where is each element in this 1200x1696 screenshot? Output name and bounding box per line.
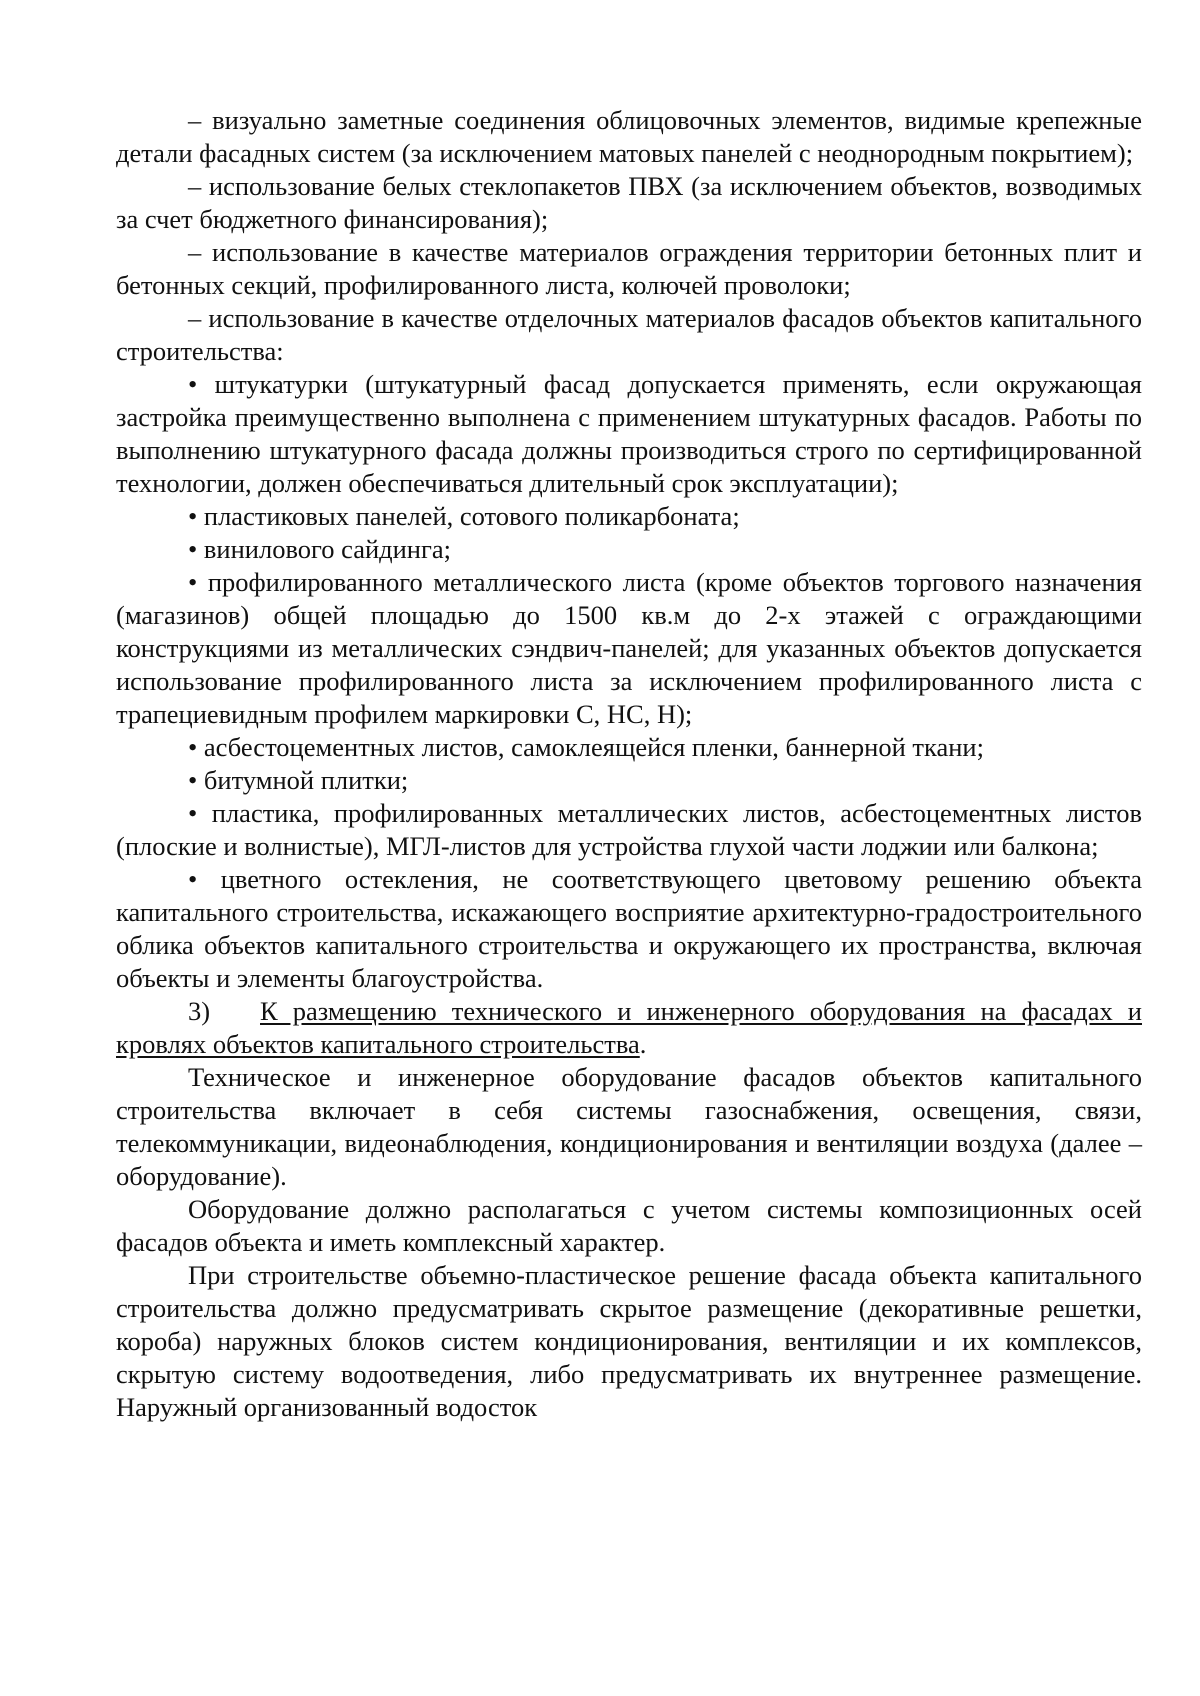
bullet-icon: • — [188, 567, 198, 597]
section-title-end: . — [639, 1029, 647, 1059]
bullet-text: асбестоцементных листов, самоклеящейся пленки, баннерной ткани; — [203, 732, 984, 762]
bullet-text: профилированного металлического листа (кроме объектов торгового назначения (магазинов) общей площадью до 1500 кв.м до 2-х этажей с ограждающими конструкциями из металлических сэндвич-панелей; для указанных объектов допускается использование профилированного листа за исключением профилированного листа с трапециевидным профилем маркировки С, НС, Н); — [116, 567, 1142, 729]
bullet-item — [116, 566, 1142, 731]
bullet-item — [116, 731, 1142, 764]
section-heading — [116, 995, 1142, 1061]
bullet-icon: • — [188, 798, 198, 828]
bullet-icon: • — [188, 369, 198, 399]
bullet-icon: • — [188, 765, 198, 795]
bullet-text: пластиковых панелей, сотового поликарбоната; — [203, 501, 740, 531]
bullet-text: штукатурки (штукатурный фасад допускается применять, если окружающая застройка преимущественно выполнена с применением штукатурных фасадов. Работы по выполнению штукатурного фасада должны производиться строго по сертифицированной технологии, должен обеспечиваться длительный срок эксплуатации); — [116, 369, 1142, 498]
bullet-item — [116, 500, 1142, 533]
document-page — [116, 104, 1142, 1424]
bullet-icon: • — [188, 864, 198, 894]
bullet-text: пластика, профилированных металлических листов, асбестоцементных листов (плоские и волнистые), МГЛ-листов для устройства глухой части лоджии или балкона; — [116, 798, 1142, 861]
body-paragraph: Оборудование должно располагаться с учетом системы композиционных осей фасадов объекта и иметь комплексный характер. — [116, 1194, 1142, 1257]
dash-item: – визуально заметные соединения облицовочных элементов, видимые крепежные детали фасадных систем (за исключением матовых панелей с неоднородным покрытием); — [116, 105, 1142, 168]
dash-item: – использование в качестве материалов ограждения территории бетонных плит и бетонных секций, профилированного листа, колючей проволоки; — [116, 237, 1142, 300]
bullet-item — [116, 764, 1142, 797]
body-paragraph: При строительстве объемно-пластическое решение фасада объекта капитального строительства должно предусматривать скрытое размещение (декоративные решетки, короба) наружных блоков систем кондиционирования, вентиляции и их комплексов, скрытую систему водоотведения, либо предусматривать их внутреннее размещение. Наружный организованный водосток — [116, 1260, 1142, 1422]
bullet-text: цветного остекления, не соответствующего цветовому решению объекта капитального строительства, искажающего восприятие архитектурно-градостроительного облика объектов капитального строительства и окружающего их пространства, включая объекты и элементы благоустройства. — [116, 864, 1143, 993]
dash-item: – использование в качестве отделочных материалов фасадов объектов капитального строительства: — [116, 303, 1142, 366]
bullet-icon: • — [188, 501, 198, 531]
bullet-item — [116, 863, 1142, 995]
section-title: К размещению технического и инженерного оборудования на фасадах и кровлях объектов капитального строительства — [116, 996, 1142, 1059]
bullet-icon: • — [188, 534, 198, 564]
bullet-item — [116, 533, 1142, 566]
bullet-item — [116, 368, 1142, 500]
section-number: 3) — [188, 996, 211, 1026]
dash-item: – использование белых стеклопакетов ПВХ (за исключением объектов, возводимых за счет бюджетного финансирования); — [116, 171, 1142, 234]
bullet-text: битумной плитки; — [203, 765, 409, 795]
bullet-text: винилового сайдинга; — [203, 534, 451, 564]
bullet-item — [116, 797, 1142, 863]
bullet-icon: • — [188, 732, 198, 762]
body-paragraph: Техническое и инженерное оборудование фасадов объектов капитального строительства включает в себя системы газоснабжения, освещения, связи, телекоммуникации, видеонаблюдения, кондиционирования и вентиляции воздуха (далее – оборудование). — [116, 1062, 1142, 1191]
